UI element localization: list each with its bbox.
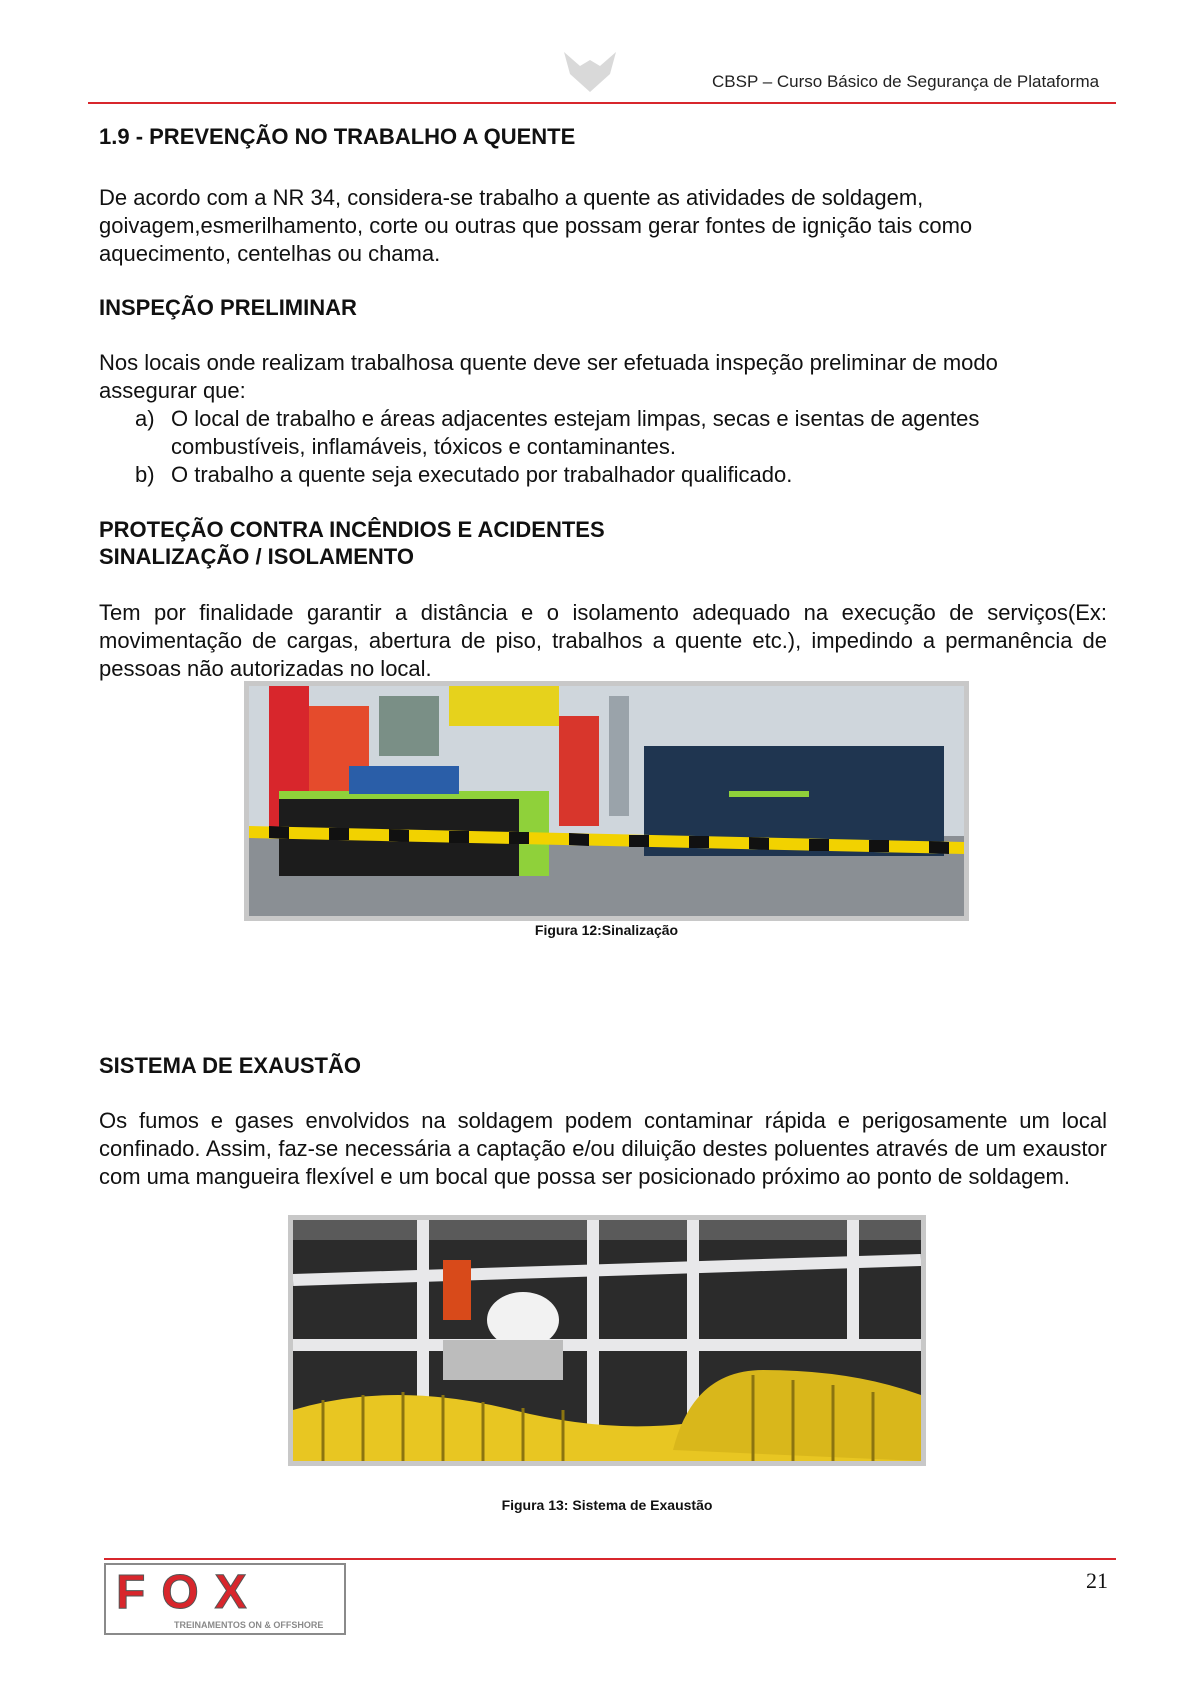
list-item-text: O local de trabalho e áreas adjacentes estejam limpas, secas e isentas de agentes combustíveis, inflamáveis, tóxicos e contaminantes. xyxy=(171,406,980,459)
list-marker: b) xyxy=(135,462,155,487)
header-rule xyxy=(88,102,1116,104)
intro-paragraph: De acordo com a NR 34, considera-se trabalho a quente as atividades de soldagem, goivagem,esmerilhamento, corte ou outras que possam gerar fontes de ignição tais como aquecimento, centelhas ou chama. xyxy=(99,185,973,266)
inspecao-list xyxy=(135,405,1065,489)
list-item-text: O trabalho a quente seja executado por trabalhador qualificado. xyxy=(171,462,793,487)
fox-logo xyxy=(104,1563,346,1635)
exaustao-title: SISTEMA DE EXAUSTÃO xyxy=(99,1053,361,1078)
signalization-photo xyxy=(249,686,964,916)
fox-logo-text: FOX xyxy=(116,1566,263,1619)
figure-13-caption: Figura 13: Sistema de Exaustão xyxy=(501,1497,713,1513)
page-number: 21 xyxy=(1086,1568,1108,1593)
exaustao-paragraph: Os fumos e gases envolvidos na soldagem podem contaminar rápida e perigosamente um local confinado. Assim, faz-se necessária a captação e/ou diluição destes poluentes através de um exaustor com uma mangueira flexível e um bocal que possa ser posicionado próximo ao ponto de soldagem. xyxy=(99,1108,1107,1189)
list-marker: a) xyxy=(135,406,155,431)
header-title: CBSP – Curso Básico de Segurança de Plataforma xyxy=(712,72,1100,91)
figure-12-caption: Figura 12:Sinalização xyxy=(534,922,679,938)
list-item xyxy=(135,405,1065,461)
header-fox-watermark xyxy=(560,48,620,96)
fox-head-icon xyxy=(560,48,620,96)
section-title: 1.9 - PREVENÇÃO NO TRABALHO A QUENTE xyxy=(99,124,576,149)
figure-13-image xyxy=(288,1215,926,1466)
protecao-title: PROTEÇÃO CONTRA INCÊNDIOS E ACIDENTES xyxy=(99,517,605,542)
inspecao-paragraph: Nos locais onde realizam trabalhosa quente deve ser efetuada inspeção preliminar de modo assegurar que: xyxy=(99,350,998,403)
inspecao-title: INSPEÇÃO PRELIMINAR xyxy=(99,295,357,320)
figure-12-image xyxy=(244,681,969,921)
fox-logo-tagline: TREINAMENTOS ON & OFFSHORE xyxy=(174,1620,324,1630)
list-item xyxy=(135,461,1065,489)
exhaust-system-photo xyxy=(293,1220,921,1461)
sinalizacao-title: SINALIZAÇÃO / ISOLAMENTO xyxy=(99,544,414,569)
protecao-paragraph: Tem por finalidade garantir a distância e o isolamento adequado na execução de serviços(Ex: movimentação de cargas, abertura de piso, trabalhos a quente etc.), impedindo a permanência de pessoas não autorizadas no local. xyxy=(99,600,1107,681)
footer-rule xyxy=(104,1558,1116,1560)
